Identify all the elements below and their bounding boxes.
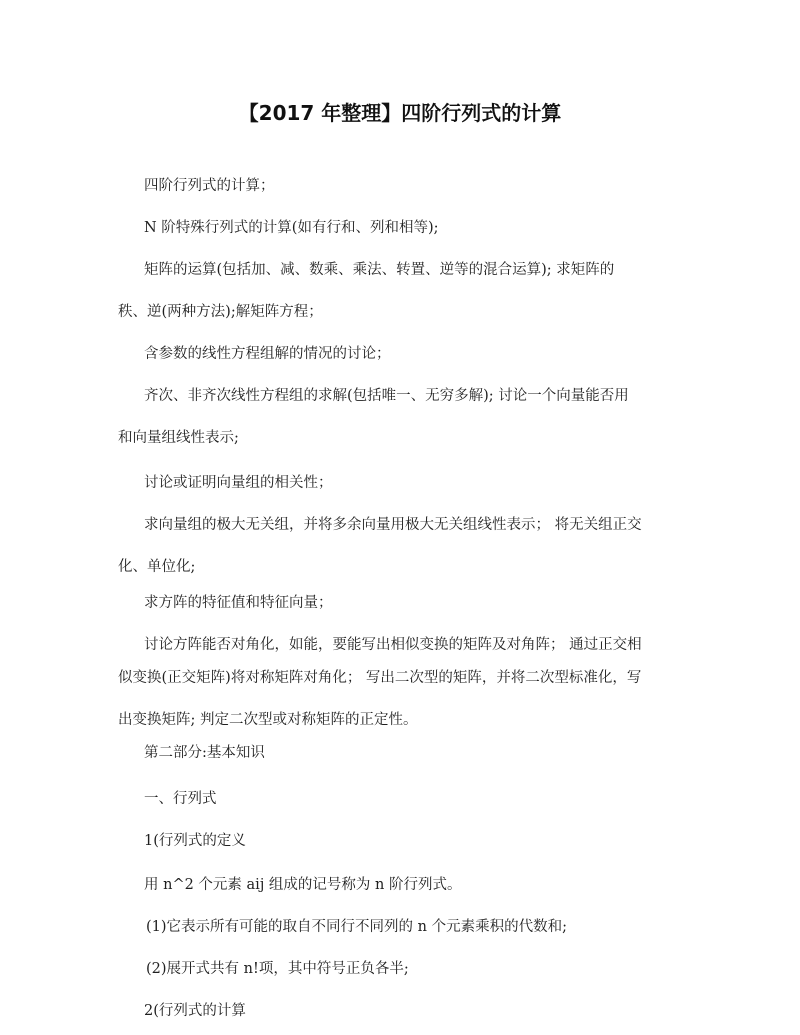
text-line-4: 秩、逆(两种方法);解矩阵方程； bbox=[118, 304, 323, 320]
text-line-14: 出变换矩阵; 判定二次型或对称矩阵的正定性。 bbox=[118, 712, 418, 728]
text-line-18: 用 n^2 个元素 aij 组成的记号称为 n 阶行列式。 bbox=[144, 877, 462, 893]
text-line-3: 矩阵的运算(包括加、减、数乘、乘法、转置、逆等的混合运算); 求矩阵的 bbox=[144, 262, 615, 278]
text-line-6: 齐次、非齐次线性方程组的求解(包括唯一、无穷多解); 讨论一个向量能否用 bbox=[144, 388, 629, 404]
text-line-20: (2)展开式共有 n!项，其中符号正负各半; bbox=[146, 961, 409, 977]
text-line-10: 化、单位化; bbox=[118, 559, 196, 575]
text-line-21: 2(行列式的计算 bbox=[144, 1003, 246, 1019]
document-title: 【2017 年整理】四阶行列式的计算 bbox=[238, 101, 562, 125]
text-line-11: 求方阵的特征值和特征向量； bbox=[144, 595, 333, 611]
text-line-19: (1)它表示所有可能的取自不同行不同列的 n 个元素乘积的代数和; bbox=[146, 919, 567, 935]
text-line-8: 讨论或证明向量组的相关性； bbox=[144, 475, 333, 491]
text-line-13: 似变换(正交矩阵)将对称矩阵对角化； 写出二次型的矩阵，并将二次型标准化，写 bbox=[118, 670, 642, 686]
section-heading: 第二部分:基本知识 bbox=[144, 745, 265, 761]
text-line-9: 求向量组的极大无关组，并将多余向量用极大无关组线性表示； 将无关组正交 bbox=[144, 517, 642, 533]
subsection-heading: 一、行列式 bbox=[144, 791, 217, 807]
text-line-17: 1(行列式的定义 bbox=[144, 833, 246, 849]
text-line-5: 含参数的线性方程组解的情况的讨论； bbox=[144, 346, 391, 362]
text-line-1: 四阶行列式的计算； bbox=[144, 178, 275, 194]
text-line-12: 讨论方阵能否对角化，如能，要能写出相似变换的矩阵及对角阵； 通过正交相 bbox=[144, 637, 642, 653]
text-line-2: N 阶特殊行列式的计算(如有行和、列和相等); bbox=[144, 220, 439, 236]
text-line-7: 和向量组线性表示; bbox=[118, 430, 239, 446]
